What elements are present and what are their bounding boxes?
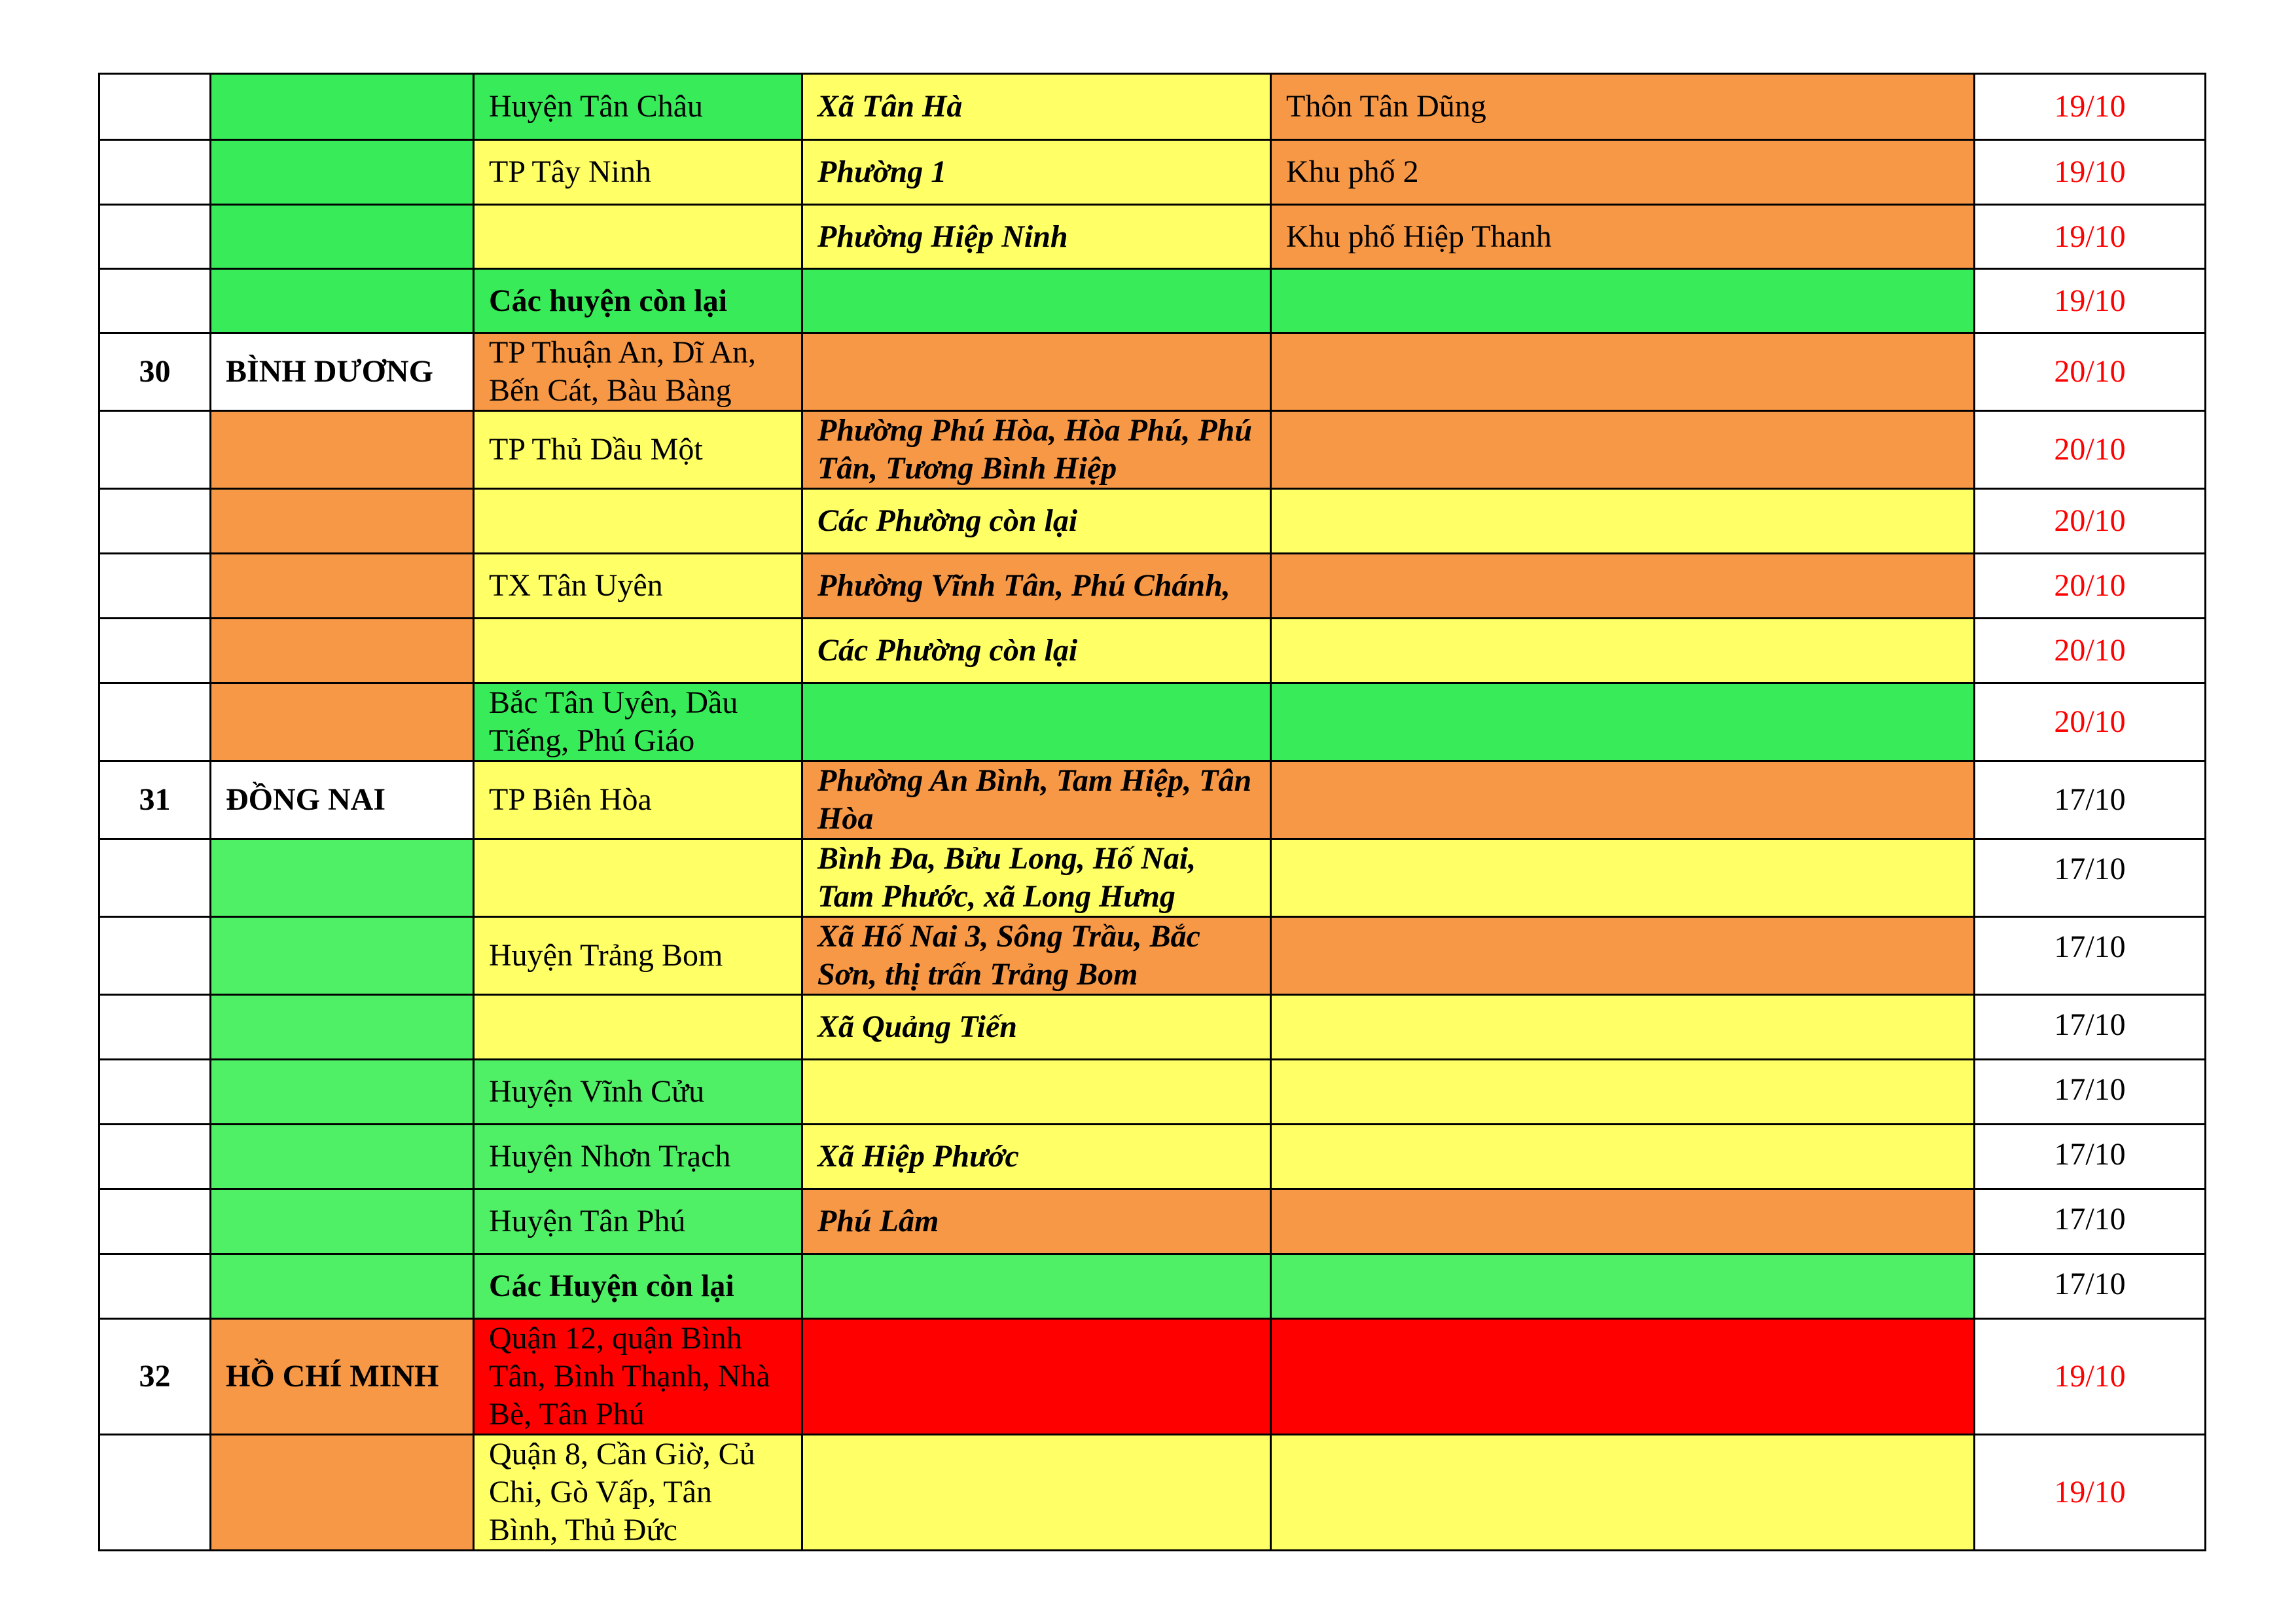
district-cell: Quận 8, Cần Giờ, Củ Chi, Gò Vấp, Tân Bình, Thủ Đức xyxy=(474,1435,802,1551)
province-cell xyxy=(211,917,474,995)
hamlet-cell: Khu phố 2 xyxy=(1271,140,1975,205)
district-cell xyxy=(474,839,802,917)
district-cell: Huyện Tân Phú xyxy=(474,1189,802,1254)
province-cell xyxy=(211,554,474,619)
date-cell: 17/10 xyxy=(1975,1254,2206,1319)
stt-cell xyxy=(99,554,211,619)
district-cell: Huyện Vĩnh Cửu xyxy=(474,1060,802,1125)
ward-cell: Phường Phú Hòa, Hòa Phú, Phú Tân, Tương Bình Hiệp xyxy=(802,411,1271,489)
province-cell: ĐỒNG NAI xyxy=(211,761,474,839)
district-cell: Các huyện còn lại xyxy=(474,269,802,333)
table-row xyxy=(99,1189,2206,1254)
stt-cell xyxy=(99,269,211,333)
date-cell: 19/10 xyxy=(1975,140,2206,205)
hamlet-cell: Khu phố Hiệp Thanh xyxy=(1271,205,1975,269)
stt-cell xyxy=(99,1254,211,1319)
ward-cell xyxy=(802,1254,1271,1319)
hamlet-cell xyxy=(1271,554,1975,619)
stt-cell xyxy=(99,839,211,917)
ward-cell xyxy=(802,683,1271,761)
hamlet-cell xyxy=(1271,1125,1975,1189)
date-cell: 17/10 xyxy=(1975,1189,2206,1254)
table-row xyxy=(99,1254,2206,1319)
table-row xyxy=(99,411,2206,489)
stt-cell xyxy=(99,1060,211,1125)
stt-cell xyxy=(99,1189,211,1254)
ward-cell: Phường 1 xyxy=(802,140,1271,205)
stt-cell xyxy=(99,619,211,683)
ward-cell: Xã Tân Hà xyxy=(802,74,1271,140)
table-row xyxy=(99,269,2206,333)
date-cell: 20/10 xyxy=(1975,683,2206,761)
date-cell: 19/10 xyxy=(1975,269,2206,333)
table-row xyxy=(99,205,2206,269)
hamlet-cell xyxy=(1271,269,1975,333)
table-row xyxy=(99,917,2206,995)
province-cell xyxy=(211,74,474,140)
ward-cell: Các Phường còn lại xyxy=(802,619,1271,683)
date-cell: 17/10 xyxy=(1975,1060,2206,1125)
hamlet-cell xyxy=(1271,411,1975,489)
date-cell: 20/10 xyxy=(1975,554,2206,619)
province-cell xyxy=(211,683,474,761)
date-cell: 19/10 xyxy=(1975,1435,2206,1551)
date-cell: 17/10 xyxy=(1975,1125,2206,1189)
stt-cell xyxy=(99,74,211,140)
date-cell: 19/10 xyxy=(1975,74,2206,140)
ward-cell: Xã Hố Nai 3, Sông Trầu, Bắc Sơn, thị trấn Trảng Bom xyxy=(802,917,1271,995)
ward-cell: Xã Quảng Tiến xyxy=(802,995,1271,1060)
ward-cell xyxy=(802,1435,1271,1551)
stt-cell: 30 xyxy=(99,333,211,411)
stt-cell xyxy=(99,411,211,489)
province-cell xyxy=(211,1189,474,1254)
table-row xyxy=(99,619,2206,683)
ward-cell: Phú Lâm xyxy=(802,1189,1271,1254)
district-cell: TP Tây Ninh xyxy=(474,140,802,205)
table-row xyxy=(99,1319,2206,1435)
hamlet-cell xyxy=(1271,761,1975,839)
stt-cell xyxy=(99,1435,211,1551)
ward-cell xyxy=(802,269,1271,333)
table-row xyxy=(99,1435,2206,1551)
table-row xyxy=(99,839,2206,917)
table-row xyxy=(99,333,2206,411)
district-cell xyxy=(474,489,802,554)
ward-cell: Xã Hiệp Phước xyxy=(802,1125,1271,1189)
stt-cell xyxy=(99,683,211,761)
ward-cell: Bình Đa, Bửu Long, Hố Nai, Tam Phước, xã Long Hưng xyxy=(802,839,1271,917)
table-row xyxy=(99,761,2206,839)
province-cell xyxy=(211,411,474,489)
table-row xyxy=(99,554,2206,619)
hamlet-cell xyxy=(1271,1189,1975,1254)
ward-cell: Phường Hiệp Ninh xyxy=(802,205,1271,269)
stt-cell xyxy=(99,995,211,1060)
district-cell: TX Tân Uyên xyxy=(474,554,802,619)
risk-level-table xyxy=(98,73,2206,1551)
province-cell xyxy=(211,1254,474,1319)
table-row xyxy=(99,1125,2206,1189)
hamlet-cell xyxy=(1271,683,1975,761)
district-cell: Huyện Trảng Bom xyxy=(474,917,802,995)
table-row xyxy=(99,683,2206,761)
district-cell: TP Biên Hòa xyxy=(474,761,802,839)
district-cell: Bắc Tân Uyên, Dầu Tiếng, Phú Giáo xyxy=(474,683,802,761)
table-row xyxy=(99,489,2206,554)
hamlet-cell xyxy=(1271,839,1975,917)
stt-cell xyxy=(99,1125,211,1189)
district-cell xyxy=(474,205,802,269)
province-cell xyxy=(211,269,474,333)
district-cell: Huyện Tân Châu xyxy=(474,74,802,140)
province-cell xyxy=(211,1435,474,1551)
ward-cell xyxy=(802,1060,1271,1125)
table-row xyxy=(99,995,2206,1060)
province-cell xyxy=(211,140,474,205)
stt-cell xyxy=(99,205,211,269)
date-cell: 20/10 xyxy=(1975,619,2206,683)
district-cell: Huyện Nhơn Trạch xyxy=(474,1125,802,1189)
date-cell: 19/10 xyxy=(1975,205,2206,269)
province-cell: BÌNH DƯƠNG xyxy=(211,333,474,411)
ward-cell: Phường Vĩnh Tân, Phú Chánh, xyxy=(802,554,1271,619)
hamlet-cell xyxy=(1271,333,1975,411)
date-cell: 17/10 xyxy=(1975,917,2206,995)
hamlet-cell: Thôn Tân Dũng xyxy=(1271,74,1975,140)
district-cell: Các Huyện còn lại xyxy=(474,1254,802,1319)
district-cell xyxy=(474,995,802,1060)
hamlet-cell xyxy=(1271,1060,1975,1125)
province-cell xyxy=(211,839,474,917)
stt-cell xyxy=(99,917,211,995)
province-cell xyxy=(211,489,474,554)
district-cell: TP Thủ Dầu Một xyxy=(474,411,802,489)
province-cell xyxy=(211,1060,474,1125)
hamlet-cell xyxy=(1271,995,1975,1060)
province-cell xyxy=(211,619,474,683)
province-cell xyxy=(211,995,474,1060)
date-cell: 17/10 xyxy=(1975,995,2206,1060)
date-cell: 20/10 xyxy=(1975,489,2206,554)
province-cell xyxy=(211,205,474,269)
province-cell: HỒ CHÍ MINH xyxy=(211,1319,474,1435)
ward-cell: Phường An Bình, Tam Hiệp, Tân Hòa xyxy=(802,761,1271,839)
ward-cell xyxy=(802,1319,1271,1435)
date-cell: 20/10 xyxy=(1975,333,2206,411)
hamlet-cell xyxy=(1271,489,1975,554)
stt-cell: 31 xyxy=(99,761,211,839)
ward-cell xyxy=(802,333,1271,411)
district-cell xyxy=(474,619,802,683)
date-cell: 17/10 xyxy=(1975,839,2206,917)
hamlet-cell xyxy=(1271,1435,1975,1551)
stt-cell: 32 xyxy=(99,1319,211,1435)
hamlet-cell xyxy=(1271,619,1975,683)
province-cell xyxy=(211,1125,474,1189)
table-row xyxy=(99,74,2206,140)
hamlet-cell xyxy=(1271,1319,1975,1435)
hamlet-cell xyxy=(1271,1254,1975,1319)
district-cell: TP Thuận An, Dĩ An, Bến Cát, Bàu Bàng xyxy=(474,333,802,411)
ward-cell: Các Phường còn lại xyxy=(802,489,1271,554)
table-row xyxy=(99,1060,2206,1125)
hamlet-cell xyxy=(1271,917,1975,995)
date-cell: 17/10 xyxy=(1975,761,2206,839)
district-cell: Quận 12, quận Bình Tân, Bình Thạnh, Nhà Bè, Tân Phú xyxy=(474,1319,802,1435)
stt-cell xyxy=(99,489,211,554)
date-cell: 20/10 xyxy=(1975,411,2206,489)
table-row xyxy=(99,140,2206,205)
date-cell: 19/10 xyxy=(1975,1319,2206,1435)
stt-cell xyxy=(99,140,211,205)
